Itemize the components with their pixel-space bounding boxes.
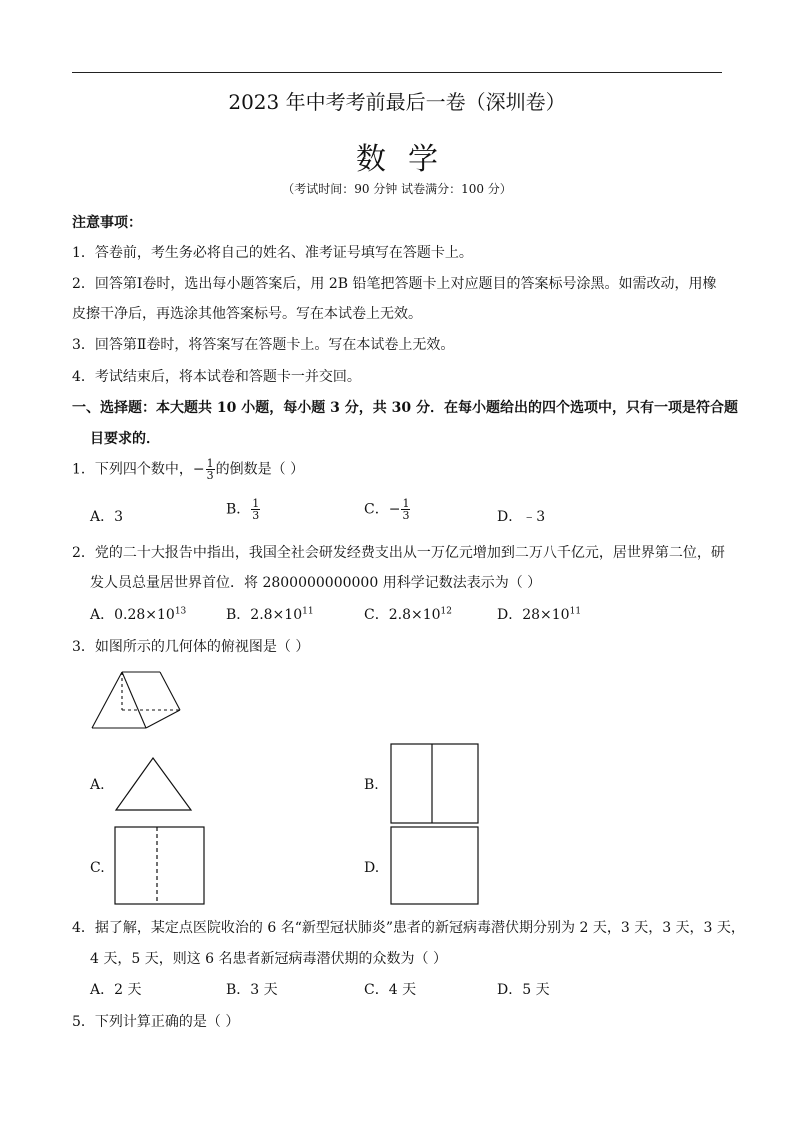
question-4-line1: 4．据了解，某定点医院收治的 6 名“新型冠状肺炎”患者的新冠病毒潜伏期分别为 2 天，3 天，3 天，3 天， [72,920,745,936]
q2-c-base: C．2.8×10 [364,607,441,623]
q1-option-b [226,498,261,521]
q1-b-num: 1 [252,497,260,510]
note-item: 1．答卷前，考生务必将自己的姓名、准考证号填写在答题卡上。 [72,245,473,261]
q3-option-b-figure [390,743,480,825]
q4-option-d: D．5 天 [497,982,550,998]
question-4-line2: 4 天，5 天，则这 6 名患者新冠病毒潜伏期的众数为（ ） [90,951,447,967]
q2-option-b [226,604,314,624]
q4-option-a: A．2 天 [90,982,142,998]
q1-c-label: C．− [364,501,401,518]
section-heading: 一、选择题：本大题共 10 小题，每小题 3 分，共 30 分．在每小题给出的四个选项中，只有一项是符合题 [72,400,738,416]
q1-option-a: A．3 [90,509,124,525]
note-item: 2．回答第Ⅰ卷时，选出每小题答案后，用 2B 铅笔把答题卡上对应题目的答案标号涂黑。如需改动，用橡 [72,276,717,292]
q4-option-b: B．3 天 [226,982,278,998]
notes-heading: 注意事项： [72,215,142,231]
q1-c-den: 3 [402,509,410,522]
q2-d-base: D．28×10 [497,607,570,623]
question-2-line1: 2．党的二十大报告中指出，我国全社会研发经费支出从一万亿元增加到二万八千亿元，居世界第二位，研 [72,545,725,561]
q3-option-c-figure [114,826,206,906]
question-1 [72,458,304,481]
q1-den: 3 [206,469,214,482]
prism-figure [88,668,188,738]
note-item: 4．考试结束后，将本试卷和答题卡一并交回。 [72,369,361,385]
q1-b-fraction [251,498,260,521]
q1-prefix: 1．下列四个数中，− [72,461,205,478]
question-3: 3．如图所示的几何体的俯视图是（ ） [72,639,310,655]
header-rule [72,72,722,73]
q2-b-exp: 11 [302,606,314,617]
q1-option-c [364,498,411,521]
question-5: 5．下列计算正确的是（ ） [72,1014,240,1030]
note-item: 皮擦干净后，再选涂其他答案标号。写在本试卷上无效。 [72,306,422,322]
q2-option-a [90,604,186,624]
q2-option-c [364,604,452,624]
exam-title: 2023 年中考考前最后一卷（深圳卷） [228,90,566,114]
exam-meta: （考试时间：90 分钟 试卷满分：100 分） [282,182,512,196]
subject-title: 数学 [356,142,460,177]
q1-c-num: 1 [402,497,410,510]
q3-option-a-triangle [114,756,194,812]
q4-option-c: C．4 天 [364,982,417,998]
q1-b-den: 3 [252,509,260,522]
q1-num: 1 [206,457,214,470]
section-heading-cont: 目要求的． [90,431,160,447]
q1-fraction [206,458,215,481]
q1-c-fraction [401,498,410,521]
q2-d-exp: 11 [569,606,582,617]
q1-b-label: B． [226,501,251,518]
q3-option-d-label: D. [364,860,380,876]
q3-option-b-label: B. [364,777,379,793]
q1-suffix: 的倒数是（ ） [215,461,305,478]
q2-a-exp: 13 [174,606,187,617]
q3-option-d-figure [390,826,480,906]
q2-option-d [497,604,581,624]
q3-option-a-label: A. [90,777,105,793]
q3-option-c-label: C. [90,860,105,876]
note-item: 3．回答第Ⅱ卷时，将答案写在答题卡上。写在本试卷上无效。 [72,337,455,353]
q1-option-d: D．﹣3 [497,509,546,525]
q2-b-base: B．2.8×10 [226,607,303,623]
q2-a-base: A．0.28×10 [90,607,175,623]
question-2-line2: 发人员总量居世界首位．将 2800000000000 用科学记数法表示为（ ） [90,575,542,591]
q2-c-exp: 12 [440,606,452,617]
